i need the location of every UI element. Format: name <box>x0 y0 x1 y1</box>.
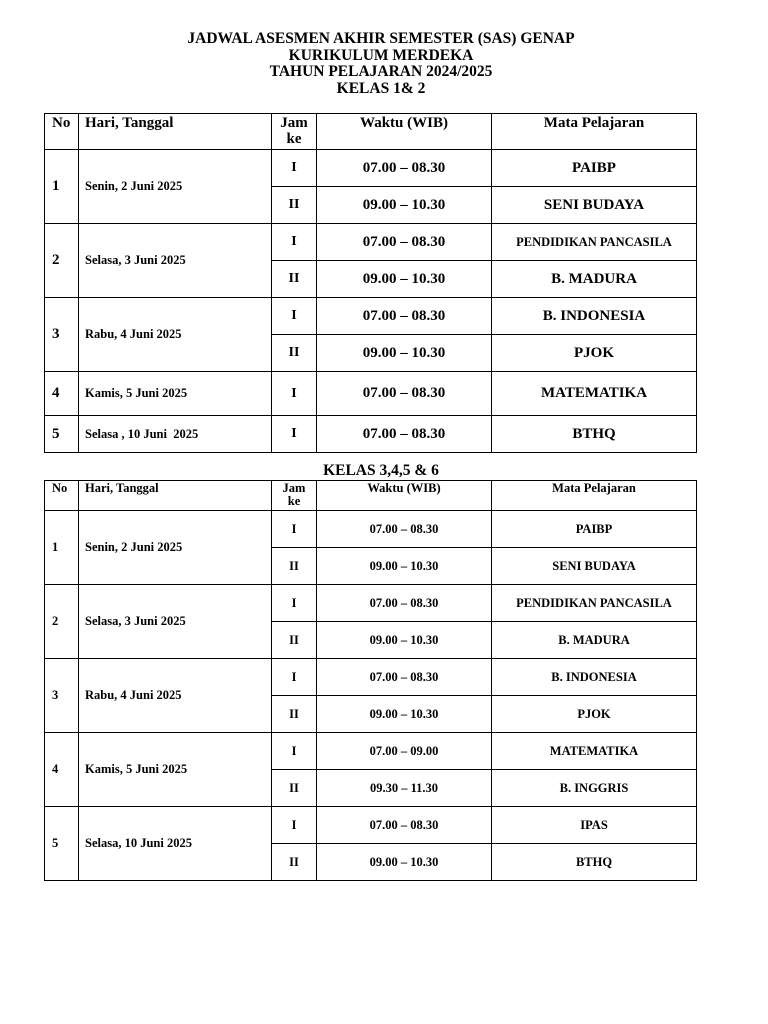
header-subject: Mata Pelajaran <box>492 481 697 511</box>
row-date: Senin, 2 Juni 2025 <box>79 511 272 585</box>
header-jam <box>272 114 317 150</box>
header-no: No <box>45 481 79 511</box>
schedule-table-kelas-3-6 <box>44 480 697 881</box>
header-jam-line1: Jam <box>280 115 308 131</box>
row-date: Selasa, 3 Juni 2025 <box>79 224 272 298</box>
row-no: 1 <box>45 150 79 224</box>
row-time: 07.00 – 09.00 <box>317 733 492 770</box>
row-date: Kamis, 5 Juni 2025 <box>79 733 272 807</box>
row-no: 1 <box>45 511 79 585</box>
row-subject: MATEMATIKA <box>492 372 697 416</box>
row-date: Senin, 2 Juni 2025 <box>79 150 272 224</box>
row-time: 07.00 – 08.30 <box>317 372 492 416</box>
row-jam: I <box>272 585 317 622</box>
row-jam: I <box>272 659 317 696</box>
row-subject: BTHQ <box>492 844 697 881</box>
title-line-1: JADWAL ASESMEN AKHIR SEMESTER (SAS) GENAP <box>187 30 575 47</box>
row-date: Selasa , 10 Juni 2025 <box>79 416 272 453</box>
schedule-table-kelas-1-2 <box>44 113 697 453</box>
title-line-3: TAHUN PELAJARAN 2024/2025 <box>269 63 493 80</box>
header-jam-line2: ke <box>286 131 302 147</box>
header-day: Hari, Tanggal <box>79 114 272 150</box>
document-title <box>0 31 762 97</box>
row-time: 07.00 – 08.30 <box>317 224 492 261</box>
row-time: 07.00 – 08.30 <box>317 807 492 844</box>
row-jam: I <box>272 416 317 453</box>
row-time: 07.00 – 08.30 <box>317 416 492 453</box>
row-jam: I <box>272 733 317 770</box>
header-time: Waktu (WIB) <box>317 114 492 150</box>
header-jam-line2: ke <box>287 494 301 508</box>
row-date: Kamis, 5 Juni 2025 <box>79 372 272 416</box>
row-subject: PENDIDIKAN PANCASILA <box>492 585 697 622</box>
row-jam: I <box>272 150 317 187</box>
row-subject: SENI BUDAYA <box>492 548 697 585</box>
row-subject: PJOK <box>492 335 697 372</box>
row-no: 3 <box>45 659 79 733</box>
row-jam: II <box>272 696 317 733</box>
row-subject: MATEMATIKA <box>492 733 697 770</box>
row-time: 09.00 – 10.30 <box>317 548 492 585</box>
row-subject: B. INDONESIA <box>492 298 697 335</box>
row-jam: II <box>272 335 317 372</box>
row-jam: II <box>272 187 317 224</box>
table-row <box>45 224 697 261</box>
row-date: Rabu, 4 Juni 2025 <box>79 659 272 733</box>
row-time: 09.30 – 11.30 <box>317 770 492 807</box>
row-time: 09.00 – 10.30 <box>317 622 492 659</box>
title-line-4: KELAS 1& 2 <box>336 79 426 97</box>
row-jam: II <box>272 548 317 585</box>
header-time: Waktu (WIB) <box>317 481 492 511</box>
row-date: Selasa, 10 Juni 2025 <box>79 807 272 881</box>
header-no: No <box>45 114 79 150</box>
row-no: 3 <box>45 298 79 372</box>
row-time: 07.00 – 08.30 <box>317 150 492 187</box>
row-no: 4 <box>45 372 79 416</box>
row-jam: II <box>272 261 317 298</box>
row-time: 09.00 – 10.30 <box>317 261 492 298</box>
row-jam: I <box>272 224 317 261</box>
row-no: 5 <box>45 807 79 881</box>
table-row <box>45 298 697 335</box>
row-date: Selasa, 3 Juni 2025 <box>79 585 272 659</box>
row-subject: B. MADURA <box>492 622 697 659</box>
table-row <box>45 416 697 453</box>
table-row <box>45 585 697 622</box>
table-row <box>45 807 697 844</box>
row-time: 07.00 – 08.30 <box>317 511 492 548</box>
row-subject: PAIBP <box>492 511 697 548</box>
header-jam-line1: Jam <box>282 481 306 495</box>
row-subject: PAIBP <box>492 150 697 187</box>
section-heading-kelas-3-6: KELAS 3,4,5 & 6 <box>323 462 439 479</box>
row-subject: PENDIDIKAN PANCASILA <box>492 224 697 261</box>
row-subject: SENI BUDAYA <box>492 187 697 224</box>
row-time: 07.00 – 08.30 <box>317 585 492 622</box>
table-row <box>45 511 697 548</box>
header-day: Hari, Tanggal <box>79 481 272 511</box>
row-jam: I <box>272 298 317 335</box>
row-time: 09.00 – 10.30 <box>317 187 492 224</box>
table-row <box>45 733 697 770</box>
row-jam: I <box>272 372 317 416</box>
row-jam: II <box>272 770 317 807</box>
row-subject: BTHQ <box>492 416 697 453</box>
row-date: Rabu, 4 Juni 2025 <box>79 298 272 372</box>
row-subject: IPAS <box>492 807 697 844</box>
row-subject: B. INGGRIS <box>492 770 697 807</box>
row-jam: II <box>272 622 317 659</box>
title-line-2: KURIKULUM MERDEKA <box>288 46 474 64</box>
row-jam: II <box>272 844 317 881</box>
header-jam <box>272 481 317 511</box>
row-time: 07.00 – 08.30 <box>317 659 492 696</box>
row-jam: I <box>272 807 317 844</box>
row-no: 5 <box>45 416 79 453</box>
row-time: 09.00 – 10.30 <box>317 844 492 881</box>
row-no: 2 <box>45 224 79 298</box>
row-subject: B. MADURA <box>492 261 697 298</box>
row-time: 07.00 – 08.30 <box>317 298 492 335</box>
row-time: 09.00 – 10.30 <box>317 696 492 733</box>
row-jam: I <box>272 511 317 548</box>
row-subject: B. INDONESIA <box>492 659 697 696</box>
row-time: 09.00 – 10.30 <box>317 335 492 372</box>
table-header-row <box>45 481 697 511</box>
row-no: 4 <box>45 733 79 807</box>
table-row <box>45 659 697 696</box>
header-subject: Mata Pelajaran <box>492 114 697 150</box>
table-header-row <box>45 114 697 150</box>
table-row <box>45 372 697 416</box>
table-row <box>45 150 697 187</box>
row-no: 2 <box>45 585 79 659</box>
row-subject: PJOK <box>492 696 697 733</box>
